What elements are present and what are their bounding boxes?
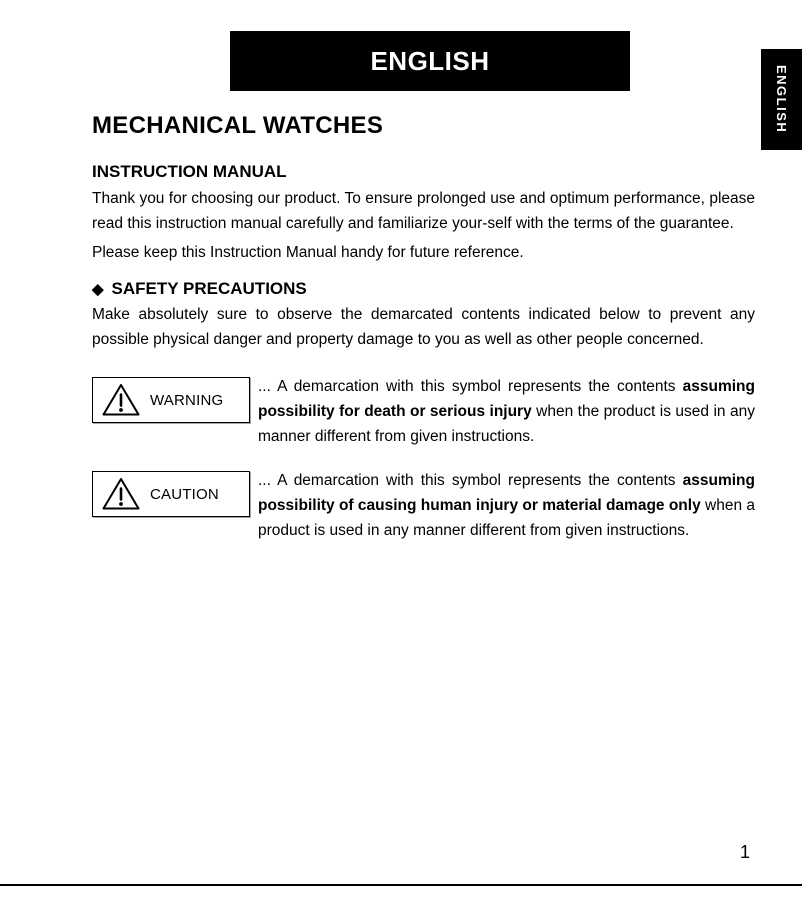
warning-text-post: when the product is used in any manner different from given instructions. [258,403,755,445]
instruction-manual-heading: INSTRUCTION MANUAL [92,162,287,181]
safety-heading-label: SAFETY PRECAUTIONS [111,279,307,298]
top-banner-label: ENGLISH [370,45,490,76]
side-tab-label: ENGLISH [774,65,789,134]
caution-triangle-icon [101,476,141,512]
top-language-banner [230,31,630,91]
page-content [92,112,755,543]
caution-row [92,468,755,543]
warning-row [92,374,755,449]
warning-description [258,374,755,449]
caution-text-post: when a product is used in any manner different from given instructions. [258,497,756,539]
side-language-tab [761,49,802,150]
warning-box [92,377,250,423]
diamond-bullet-icon: ◆ [92,280,104,298]
footer-rule [0,884,802,886]
caution-box [92,471,250,517]
safety-precautions-heading [92,279,755,299]
keep-manual-paragraph: Please keep this Instruction Manual handy for future reference. [92,244,524,261]
warning-label: WARNING [150,391,224,409]
warning-text-bold: assuming possibility for death or serious injury [258,378,755,420]
caution-box-column [92,468,258,517]
page-number: 1 [739,842,750,862]
caution-text-pre: ... A demarcation with this symbol represents the contents [258,472,683,489]
intro-paragraph: Thank you for choosing our product. To ensure prolonged use and optimum performance, please read this instruction manual carefully and familiarize your-self with the terms of the guarantee. [92,190,755,232]
warning-triangle-icon [101,382,141,418]
caution-label: CAUTION [150,485,219,503]
caution-description [258,468,755,543]
warning-text-pre: ... A demarcation with this symbol represents the contents [258,378,683,395]
caution-text-bold: assuming possibility of causing human injury or material damage only [258,472,755,514]
safety-paragraph: Make absolutely sure to observe the demarcated contents indicated below to prevent any possible physical danger and property damage to you as well as other people concerned. [92,306,755,348]
warning-box-column [92,374,258,423]
page-title: MECHANICAL WATCHES [92,112,384,139]
